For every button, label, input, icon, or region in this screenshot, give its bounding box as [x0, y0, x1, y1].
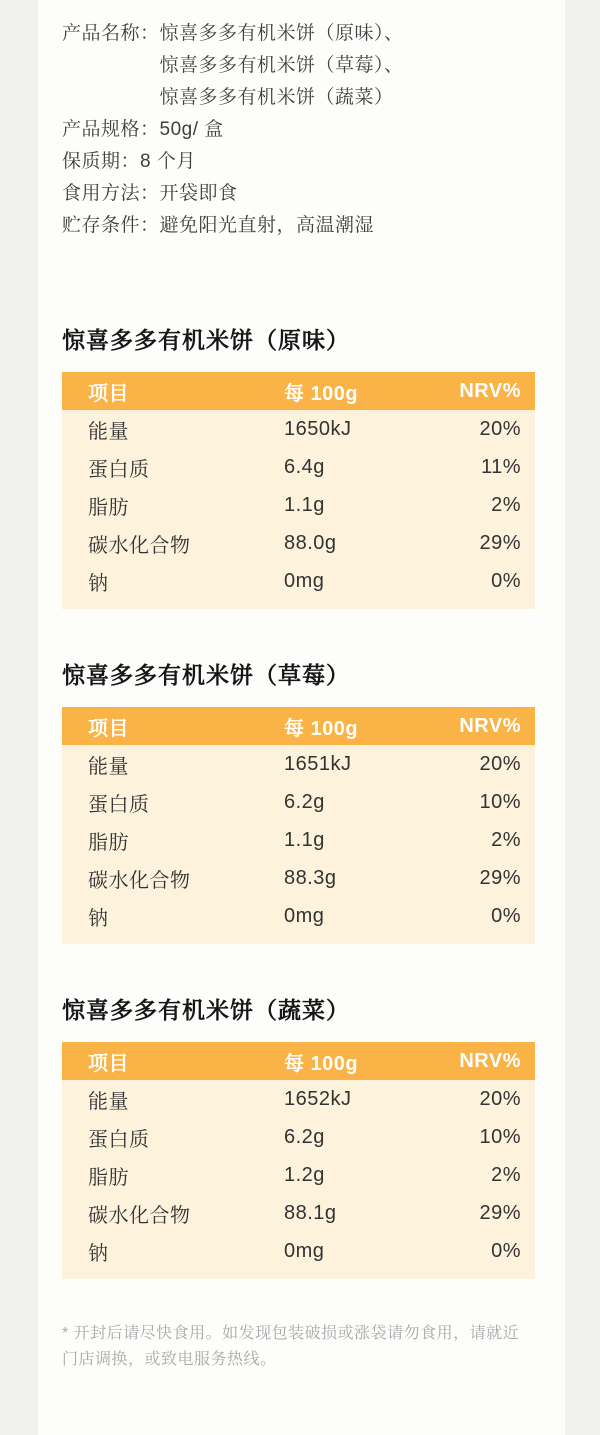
col-header-item: 项目	[62, 707, 284, 745]
nutrient-nrv-cell: 20%	[479, 752, 521, 775]
nutrient-name-cell: 碳水化合物	[88, 534, 191, 557]
table-row	[62, 859, 535, 897]
usage-field	[62, 178, 535, 210]
nutrient-name-cell: 能量	[88, 1090, 129, 1113]
table-header-row	[62, 1042, 535, 1080]
table-row	[62, 745, 535, 783]
nutrient-value-cell: 0mg	[284, 1239, 325, 1262]
nutrient-nrv-cell: 29%	[479, 531, 521, 554]
nutrient-nrv-cell: 0%	[491, 1239, 521, 1262]
table-row	[62, 562, 535, 600]
col-header-nrv: NRV%	[445, 707, 535, 745]
footnote: * 开封后请尽快食用。如发现包装破损或涨袋请勿食用，请就近门店调换，或致电服务热线。	[62, 1325, 520, 1368]
col-header-nrv: NRV%	[445, 1042, 535, 1080]
nutrient-name-cell: 蛋白质	[88, 793, 150, 816]
nutrient-name-cell: 脂肪	[88, 831, 129, 854]
nutrition-section-vegetable	[62, 996, 535, 1279]
nutrition-table-strawberry	[62, 707, 535, 944]
table-header-row	[62, 707, 535, 745]
nutrition-table-vegetable	[62, 1042, 535, 1279]
nutrient-value-cell: 0mg	[284, 569, 325, 592]
product-name-field	[62, 18, 535, 114]
nutrient-value-cell: 88.1g	[284, 1201, 337, 1224]
product-spec-value: 50g/ 盒	[159, 119, 224, 140]
nutrient-value-cell: 0mg	[284, 904, 325, 927]
nutrient-name-cell: 脂肪	[88, 1166, 129, 1189]
nutrient-name-cell: 脂肪	[88, 496, 129, 519]
nutrition-section-original	[62, 326, 535, 609]
product-info-block	[62, 18, 535, 242]
nutrient-name-cell: 能量	[88, 420, 129, 443]
nutrient-nrv-cell: 29%	[479, 866, 521, 889]
nutrition-table-original	[62, 372, 535, 609]
nutrient-value-cell: 1652kJ	[284, 1087, 352, 1110]
product-spec-field	[62, 114, 535, 146]
table-row	[62, 1156, 535, 1194]
nutrient-value-cell: 1.1g	[284, 828, 325, 851]
shelf-life-value: 8 个月	[140, 151, 196, 172]
nutrient-name-cell: 钠	[88, 572, 109, 595]
table-row	[62, 448, 535, 486]
nutrient-nrv-cell: 10%	[479, 1125, 521, 1148]
col-header-item: 项目	[62, 1042, 284, 1080]
storage-label: 贮存条件：	[62, 215, 160, 236]
product-name-line: 惊喜多多有机米饼（蔬菜）	[159, 87, 394, 108]
product-name-line: 惊喜多多有机米饼（草莓）、	[159, 55, 404, 76]
nutrient-nrv-cell: 2%	[491, 1163, 521, 1186]
shelf-life-field	[62, 146, 535, 178]
table-row	[62, 783, 535, 821]
nutrient-name-cell: 钠	[88, 1242, 109, 1265]
table-row	[62, 1194, 535, 1232]
nutrient-name-cell: 钠	[88, 907, 109, 930]
nutrient-value-cell: 1.2g	[284, 1163, 325, 1186]
col-header-nrv: NRV%	[445, 372, 535, 410]
nutrition-section-strawberry	[62, 661, 535, 944]
section-title-vegetable: 惊喜多多有机米饼（蔬菜）	[62, 997, 350, 1023]
nutrient-name-cell: 能量	[88, 755, 129, 778]
usage-value: 开袋即食	[159, 183, 238, 204]
nutrient-nrv-cell: 11%	[480, 455, 521, 478]
col-header-item: 项目	[62, 372, 284, 410]
table-row	[62, 1118, 535, 1156]
nutrient-nrv-cell: 2%	[491, 493, 521, 516]
section-title-strawberry: 惊喜多多有机米饼（草莓）	[62, 662, 350, 688]
nutrient-nrv-cell: 0%	[491, 569, 521, 592]
nutrient-name-cell: 碳水化合物	[88, 869, 191, 892]
section-title-original: 惊喜多多有机米饼（原味）	[62, 327, 350, 353]
nutrient-nrv-cell: 10%	[479, 790, 521, 813]
nutrient-name-cell: 蛋白质	[88, 1128, 150, 1151]
nutrient-name-cell: 碳水化合物	[88, 1204, 191, 1227]
table-row	[62, 486, 535, 524]
nutrient-nrv-cell: 29%	[479, 1201, 521, 1224]
col-header-per100g: 每 100g	[284, 1042, 445, 1080]
nutrient-value-cell: 88.3g	[284, 866, 337, 889]
table-row	[62, 1080, 535, 1118]
usage-label: 食用方法：	[62, 183, 160, 204]
product-name-label: 产品名称：	[62, 23, 160, 44]
table-row	[62, 821, 535, 859]
nutrient-nrv-cell: 2%	[491, 828, 521, 851]
nutrient-nrv-cell: 20%	[479, 417, 521, 440]
nutrient-name-cell: 蛋白质	[88, 458, 150, 481]
nutrient-value-cell: 6.2g	[284, 1125, 325, 1148]
storage-field	[62, 210, 535, 242]
col-header-per100g: 每 100g	[284, 372, 445, 410]
product-spec-label: 产品规格：	[62, 119, 160, 140]
nutrient-value-cell: 6.4g	[284, 455, 325, 478]
table-header-row	[62, 372, 535, 410]
nutrient-value-cell: 1650kJ	[284, 417, 352, 440]
shelf-life-label: 保质期：	[62, 151, 141, 172]
content-card	[38, 0, 565, 1435]
nutrient-value-cell: 1651kJ	[284, 752, 352, 775]
table-row	[62, 410, 535, 448]
nutrient-value-cell: 6.2g	[284, 790, 325, 813]
table-row	[62, 897, 535, 935]
nutrient-value-cell: 1.1g	[284, 493, 325, 516]
product-name-line: 惊喜多多有机米饼（原味）、	[159, 23, 404, 44]
table-row	[62, 1232, 535, 1270]
storage-value: 避免阳光直射，高温潮湿	[159, 215, 375, 236]
nutrient-nrv-cell: 20%	[479, 1087, 521, 1110]
table-row	[62, 524, 535, 562]
nutrient-nrv-cell: 0%	[491, 904, 521, 927]
col-header-per100g: 每 100g	[284, 707, 445, 745]
product-name-values	[160, 18, 404, 114]
nutrient-value-cell: 88.0g	[284, 531, 337, 554]
